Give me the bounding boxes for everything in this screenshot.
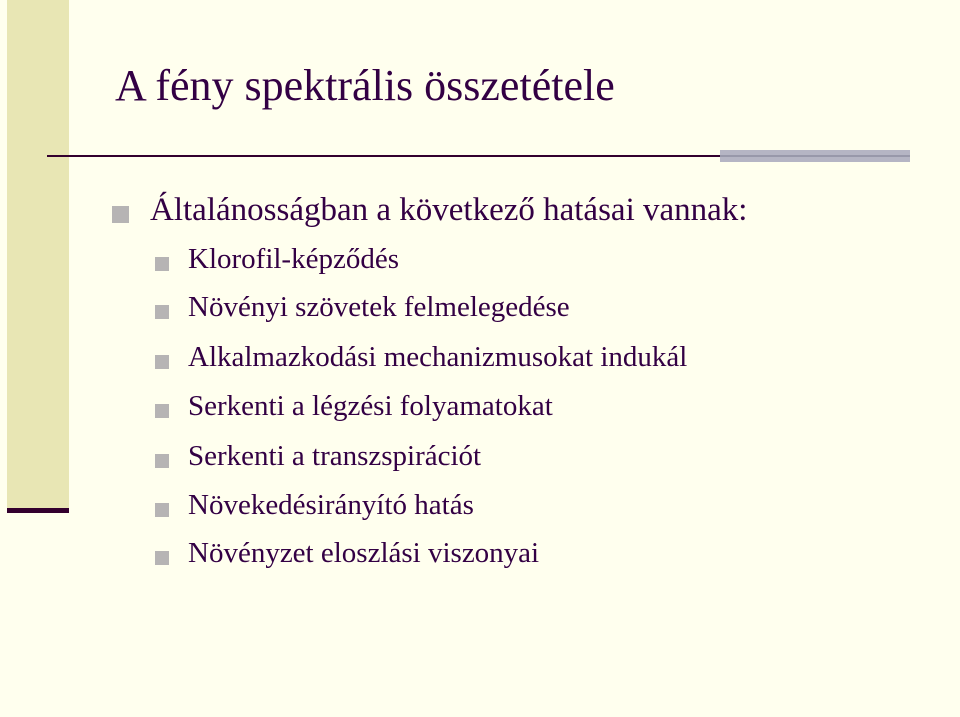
sub-bullet-text: Növekedésirányító hatás [188,489,474,521]
sub-bullet-text: Növényi szövetek felmelegedése [188,291,570,323]
square-bullet-icon [155,305,169,319]
square-bullet-icon [155,454,169,468]
sub-bullet-text: Serkenti a transzspirációt [188,440,482,472]
square-bullet-icon [112,206,129,223]
sub-bullet-text: Serkenti a légzési folyamatokat [188,390,553,422]
square-bullet-icon [155,551,169,565]
bullet-main-text: Általánosságban a következő hatásai vannak: [150,192,748,228]
slide-title: A fény spektrális összetétele [115,61,615,110]
square-bullet-icon [155,404,169,418]
sub-bullet-text: Alkalmazkodási mechanizmusokat indukál [188,341,688,373]
square-bullet-icon [155,257,169,271]
sub-bullet-text: Növényzet eloszlási viszonyai [188,537,540,569]
sub-bullet-text: Klorofil-képződés [188,243,399,275]
square-bullet-icon [155,503,169,517]
square-bullet-icon [155,355,169,369]
